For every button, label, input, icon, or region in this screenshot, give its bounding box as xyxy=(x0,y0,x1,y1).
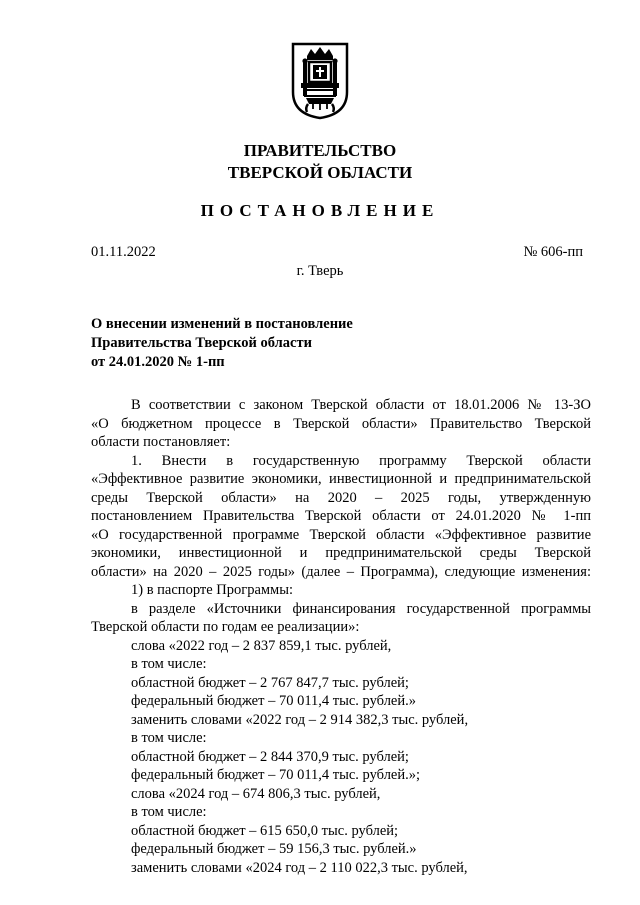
body-line: 1. Внести в государственную программу Тверской области xyxy=(131,452,591,469)
body-line: Тверской области по годам ее реализации»: xyxy=(91,619,360,635)
body-line: областной бюджет – 615 650,0 тыс. рублей; xyxy=(131,822,399,839)
title-line: от 24.01.2020 № 1-пп xyxy=(91,354,225,370)
body-line: областной бюджет – 2 844 370,9 тыс. рублей; xyxy=(131,748,409,765)
body-line: в разделе «Источники финансирования государственной программы xyxy=(131,600,591,617)
document-date: 01.11.2022 xyxy=(91,244,156,260)
body-line: федеральный бюджет – 70 011,4 тыс. рублей.»; xyxy=(131,767,421,783)
document-body xyxy=(91,396,591,877)
body-line: в том числе: xyxy=(131,804,207,820)
body-line: постановлением Правительства Тверской области от 24.01.2020 № 1-пп xyxy=(91,508,591,524)
document-city: г. Тверь xyxy=(296,263,344,279)
body-line: области постановляет: xyxy=(91,434,231,450)
document-number: № 606-пп xyxy=(523,244,583,260)
document-title xyxy=(91,315,353,372)
body-line: «О бюджетном процессе в Тверской области» Правительство Тверской xyxy=(91,415,591,432)
body-line: экономики, инвестиционной и предпринимательской среды Тверской xyxy=(91,545,591,561)
government-name-line-1: ПРАВИТЕЛЬСТВО xyxy=(243,141,397,160)
body-line: в том числе: xyxy=(131,656,207,672)
tver-coat-of-arms-icon xyxy=(291,42,349,120)
body-line: в том числе: xyxy=(131,730,207,746)
body-line: слова «2022 год – 2 837 859,1 тыс. рублей, xyxy=(131,637,392,654)
body-line: «Эффективное развитие экономики, инвестиционной и предпринимательской xyxy=(91,471,591,487)
body-line: федеральный бюджет – 70 011,4 тыс. рублей.» xyxy=(131,693,416,709)
body-line: слова «2024 год – 674 806,3 тыс. рублей, xyxy=(131,785,381,802)
title-line: Правительства Тверской области xyxy=(91,335,312,351)
body-line: области» на 2020 – 2025 годы» (далее – Программа), следующие изменения: xyxy=(91,563,591,580)
body-line: В соответствии с законом Тверской области от 18.01.2006 № 13-ЗО xyxy=(131,397,591,413)
body-line: «О государственной программе Тверской области «Эффективное развитие xyxy=(91,526,591,543)
title-line: О внесении изменений в постановление xyxy=(91,316,353,332)
government-name-line-2: ТВЕРСКОЙ ОБЛАСТИ xyxy=(227,163,413,182)
body-line: среды Тверской области» на 2020 – 2025 годы, утвержденную xyxy=(91,489,591,506)
body-line: федеральный бюджет – 59 156,3 тыс. рублей.» xyxy=(131,841,417,857)
body-line: областной бюджет – 2 767 847,7 тыс. рублей; xyxy=(131,674,409,691)
document-type-heading: ПОСТАНОВЛЕНИЕ xyxy=(200,201,440,220)
body-line: 1) в паспорте Программы: xyxy=(131,582,293,598)
body-line: заменить словами «2022 год – 2 914 382,3 тыс. рублей, xyxy=(131,711,469,728)
body-line: заменить словами «2024 год – 2 110 022,3 тыс. рублей, xyxy=(131,859,468,876)
